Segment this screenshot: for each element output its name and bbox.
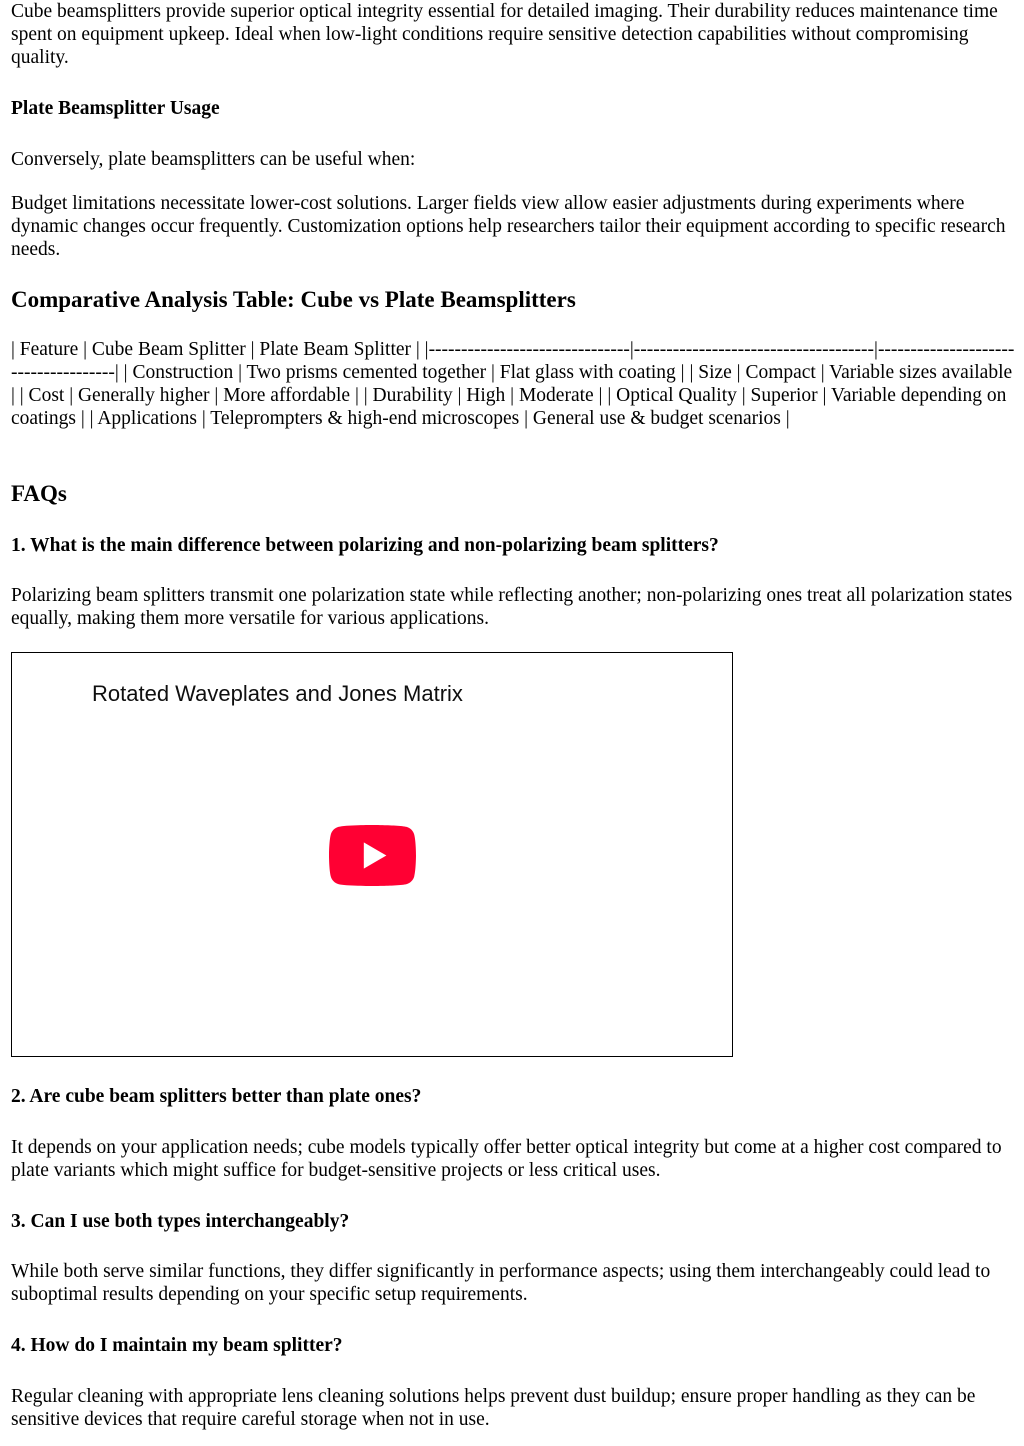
faq-question-1: 1. What is the main difference between polarizing and non-polarizing beam splitters? <box>11 535 719 556</box>
faq-question-3: 3. Can I use both types interchangeably? <box>11 1211 350 1232</box>
faq-question-4: 4. How do I maintain my beam splitter? <box>11 1335 343 1356</box>
video-title[interactable]: Rotated Waveplates and Jones Matrix <box>92 681 463 706</box>
plate-usage-lead: Conversely, plate beamsplitters can be useful when: <box>11 149 416 170</box>
video-embed[interactable] <box>11 652 733 1057</box>
faq-answer-1: Polarizing beam splitters transmit one polarization state while reflecting another; non-polarizing ones treat all polarization states equally, making them more versatile for various applications. <box>11 585 1013 629</box>
cube-usage-text: Cube beamsplitters provide superior optical integrity essential for detailed imaging. Their durability reduces maintenance time spent on equipment upkeep. Ideal when low-light conditions require sensitive detection capabilities without compromising quality. <box>11 1 998 68</box>
plate-usage-heading: Plate Beamsplitter Usage <box>11 98 220 119</box>
comparison-heading: Comparative Analysis Table: Cube vs Plate Beamsplitters <box>11 287 576 312</box>
play-icon[interactable] <box>329 825 416 886</box>
faq-question-2: 2. Are cube beam splitters better than plate ones? <box>11 1086 422 1107</box>
plate-usage-text: Budget limitations necessitate lower-cost solutions. Larger fields view allow easier adjustments during experiments where dynamic changes occur frequently. Customization options help researchers tailor their equipment according to specific research needs. <box>11 193 1006 260</box>
faq-answer-4: Regular cleaning with appropriate lens cleaning solutions helps prevent dust buildup; ensure proper handling as they can be sensitive devices that require careful storage when not in use. <box>11 1386 976 1430</box>
play-button[interactable] <box>329 825 416 886</box>
faqs-heading: FAQs <box>11 481 67 506</box>
comparison-table-raw: | Feature | Cube Beam Splitter | Plate Beam Splitter | |-------------------------------|-------------------------------------|-------------------------------------| | Construction | Two prisms cemented together | Flat glass with coating | | Size | Compact | Variable sizes available | | Cost | Generally higher | More affordable | | Durability | High | Moderate | | Optical Quality | Superior | Variable depending on coatings | | Applications | Teleprompters & high-end microscopes | General use & budget scenarios | <box>11 339 1015 429</box>
faq-answer-3: While both serve similar functions, they differ significantly in performance aspects; using them interchangeably could lead to suboptimal results depending on your specific setup requirements. <box>11 1261 991 1305</box>
faq-answer-2: It depends on your application needs; cube models typically offer better optical integrity but come at a higher cost compared to plate variants which might suffice for budget-sensitive projects or less critical uses. <box>11 1137 1002 1181</box>
